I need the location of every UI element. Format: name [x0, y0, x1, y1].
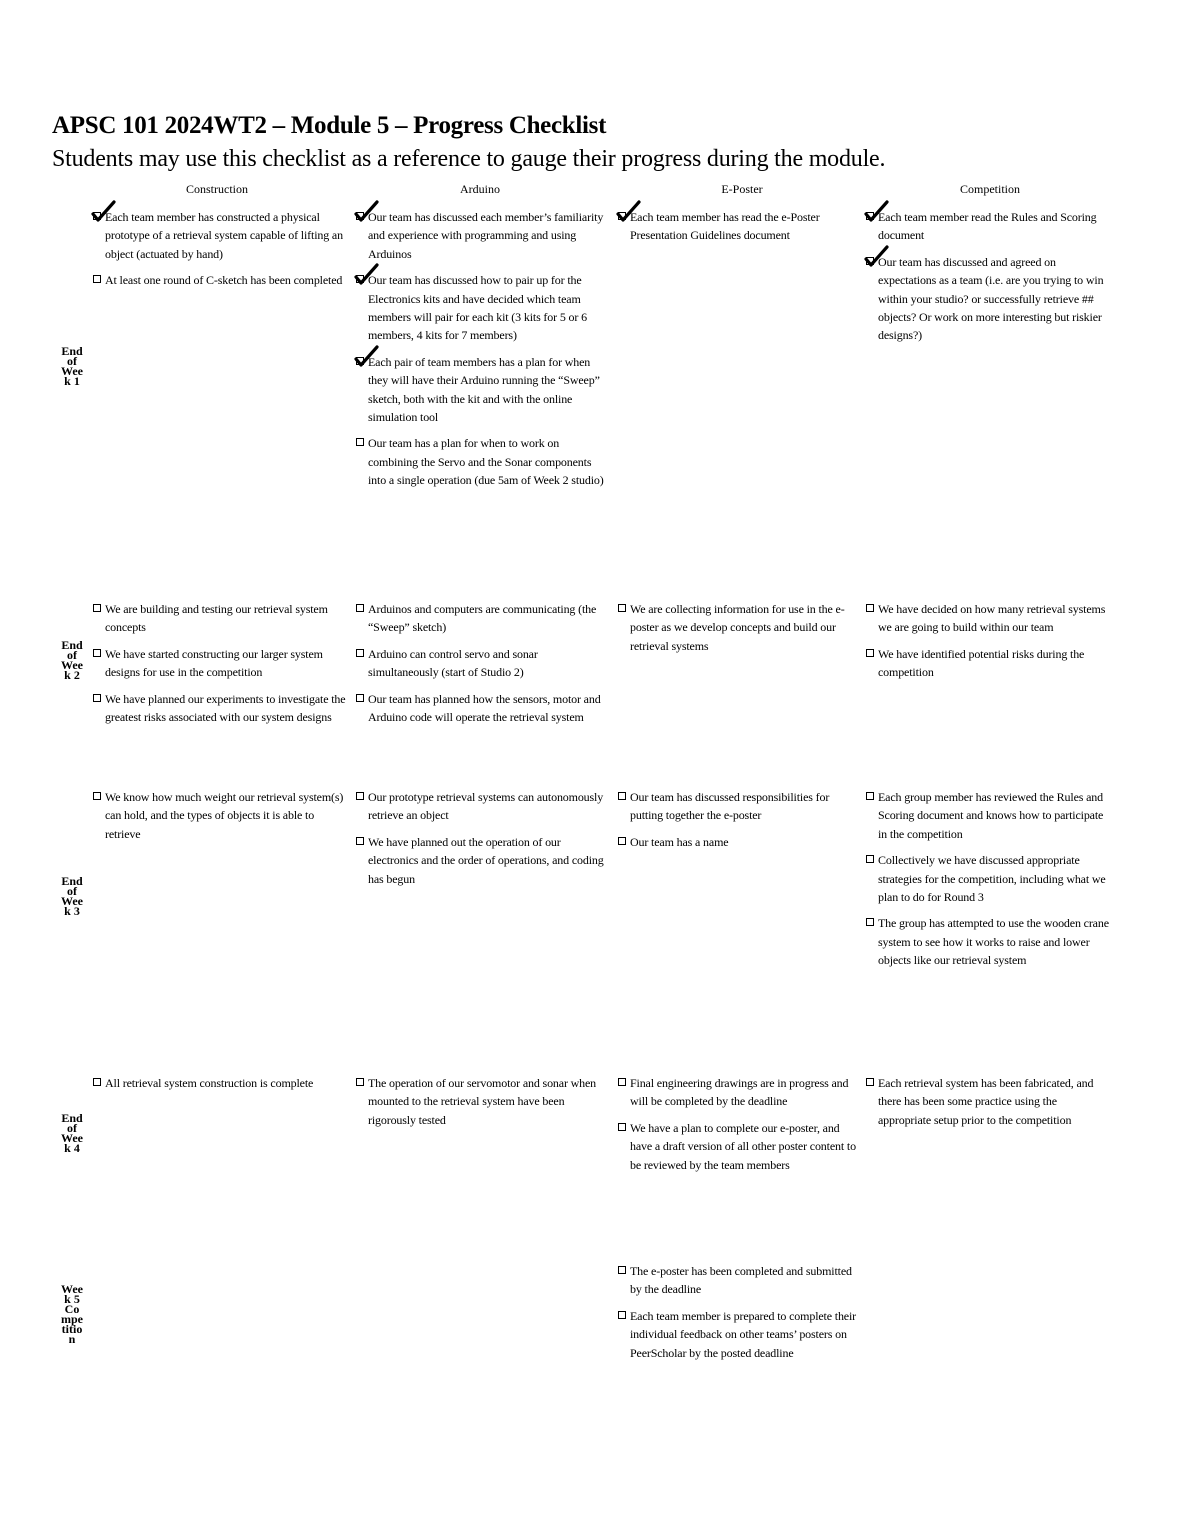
- checklist-item: [93, 1074, 351, 1092]
- checklist-item-text: We have planned out the operation of our electronics and the order of operations, and coding has begun: [368, 834, 604, 886]
- checklist-item-text: Our team has discussed responsibilities for putting together the e-poster: [630, 790, 830, 823]
- checklist-item: [93, 645, 351, 682]
- checklist-item: [356, 353, 611, 427]
- checkbox-icon[interactable]: [618, 837, 626, 845]
- checkmark-icon: [615, 198, 641, 224]
- checklist-item-text: Each team member read the Rules and Scoring document: [878, 210, 1097, 243]
- checklist-item: [93, 600, 351, 637]
- checklist-cell: [356, 600, 611, 734]
- row-label: End of Week 3: [61, 874, 83, 918]
- checklist-cell: [93, 1074, 351, 1100]
- checklist-cell: [866, 788, 1111, 978]
- checklist-item: [356, 271, 611, 345]
- checkmark-icon: [353, 343, 379, 369]
- checklist-cell: [618, 1262, 863, 1370]
- checklist-item: [356, 434, 611, 489]
- checklist-item-text: Our team has planned how the sensors, motor and Arduino code will operate the retrieval system: [368, 691, 601, 725]
- row-label: End of Week 2: [61, 638, 83, 682]
- checklist-cell: [356, 1074, 611, 1137]
- checklist-item-text: Each team member is prepared to complete their individual feedback on other teams’ posters on PeerScholar by the posted deadline: [630, 1308, 856, 1360]
- checklist-cell: [618, 1074, 863, 1182]
- checklist-item-text: Each team member has constructed a physical prototype of a retrieval system capable of lifting an object (actuated by hand): [105, 210, 343, 261]
- checkbox-icon[interactable]: [93, 1078, 101, 1086]
- column-header-construction: Construction: [186, 182, 248, 196]
- checklist-cell: [866, 1074, 1111, 1137]
- checklist-item: [866, 645, 1111, 682]
- checklist-cell: [618, 788, 863, 859]
- row-label: Week 5 Competition: [61, 1282, 83, 1346]
- checklist-item: [356, 833, 611, 888]
- checkbox-icon[interactable]: [356, 837, 364, 845]
- checklist-item: [866, 253, 1111, 345]
- checklist-item: [618, 1119, 863, 1174]
- checklist-item: [618, 788, 863, 825]
- checklist-cell: [618, 208, 863, 253]
- checklist-item: [866, 1074, 1111, 1129]
- checklist-cell: [618, 600, 863, 663]
- checklist-cell: [93, 208, 351, 298]
- checkbox-icon[interactable]: [866, 649, 874, 657]
- checklist-cell: [866, 208, 1111, 353]
- column-header-arduino: Arduino: [460, 182, 500, 196]
- checklist-item: [93, 690, 351, 727]
- checklist-item-text: Each pair of team members has a plan for when they will have their Arduino running the “Sweep” sketch, both with the kit and with the online simulation tool: [368, 354, 600, 425]
- column-header-e-poster: E-Poster: [721, 182, 763, 196]
- checklist-item-text: Our team has a plan for when to work on combining the Servo and the Sonar components into a single operation (due 5am of Week 2 studio): [368, 436, 604, 488]
- checkbox-icon[interactable]: [618, 1311, 626, 1319]
- row-label: End of Week 1: [61, 344, 83, 388]
- checklist-item-text: The e-poster has been completed and submitted by the deadline: [630, 1264, 852, 1297]
- checklist-item: [356, 600, 611, 637]
- checklist-item: [93, 788, 351, 843]
- checklist-item-text: Each retrieval system has been fabricated, and there has been some practice using the appropriate setup prior to the competition: [878, 1076, 1094, 1127]
- checklist-item: [866, 600, 1111, 637]
- checklist-item-text: We have identified potential risks during the competition: [878, 646, 1085, 680]
- checkbox-icon[interactable]: [618, 1123, 626, 1131]
- checklist-item-text: All retrieval system construction is complete: [105, 1076, 314, 1090]
- checklist-item: [356, 788, 611, 825]
- checklist-item-text: Our team has a name: [630, 834, 729, 849]
- checkbox-icon[interactable]: [93, 792, 101, 800]
- checkbox-icon[interactable]: [356, 1078, 364, 1086]
- checklist-item-text: Arduinos and computers are communicating (the “Sweep” sketch): [368, 602, 597, 635]
- checklist-item-text: We have a plan to complete our e-poster, and have a draft version of all other poster content to be reviewed by the team members: [630, 1120, 856, 1172]
- checklist-item: [866, 788, 1111, 843]
- checkbox-icon[interactable]: [618, 1078, 626, 1086]
- checkmark-icon: [353, 261, 379, 287]
- checklist-item: [618, 1262, 863, 1299]
- row-label: End of Week 4: [61, 1111, 83, 1155]
- checklist-item-text: Each team member has read the e-Poster Presentation Guidelines document: [630, 210, 820, 243]
- page-subtitle: Students may use this checklist as a reference to gauge their progress during the module.: [52, 146, 886, 172]
- checklist-item-text: We know how much weight our retrieval system(s) can hold, and the types of objects it is able to retrieve: [105, 790, 344, 841]
- checklist-item-text: The group has attempted to use the wooden crane system to see how it works to raise and lower objects like our retrieval system: [878, 916, 1109, 968]
- checklist-item: [356, 645, 611, 682]
- checkbox-icon[interactable]: [356, 694, 364, 702]
- checkbox-icon[interactable]: [93, 649, 101, 657]
- checkbox-icon[interactable]: [356, 792, 364, 800]
- checklist-item: [866, 851, 1111, 906]
- checklist-item: [93, 271, 351, 289]
- checklist-cell: [93, 600, 351, 734]
- checklist-item-text: We have started constructing our larger system designs for use in the competition: [105, 646, 323, 680]
- checklist-item-text: At least one round of C-sketch has been completed: [105, 273, 343, 288]
- column-header-competition: Competition: [960, 182, 1020, 196]
- checklist-item-text: Each group member has reviewed the Rules and Scoring document and knows how to participate in the competition: [878, 790, 1104, 841]
- checklist-item-text: Our team has discussed each member’s familiarity and experience with programming and using Arduinos: [368, 210, 604, 261]
- checklist-cell: [866, 600, 1111, 690]
- checkbox-icon[interactable]: [93, 694, 101, 702]
- checklist-item: [618, 208, 863, 245]
- checkbox-icon[interactable]: [356, 604, 364, 612]
- checklist-item-text: We have planned our experiments to investigate the greatest risks associated with our system designs: [105, 691, 346, 725]
- checklist-item: [618, 600, 863, 655]
- checklist-item: [618, 1307, 863, 1362]
- checklist-cell: [93, 788, 351, 851]
- checklist-item: [618, 1074, 863, 1111]
- checklist-item-text: We are building and testing our retrieval system concepts: [105, 602, 328, 635]
- checkbox-icon[interactable]: [356, 438, 364, 446]
- checkmark-icon: [863, 198, 889, 224]
- checkmark-icon: [90, 198, 116, 224]
- checkbox-icon[interactable]: [866, 792, 874, 800]
- checklist-item-text: Arduino can control servo and sonar simultaneously (start of Studio 2): [368, 646, 538, 680]
- checklist-item-text: Our team has discussed and agreed on expectations as a team (i.e. are you trying to win within your studio? or successfully retrieve ## objects? Or work on more interesting but riskier designs?): [878, 254, 1104, 343]
- checklist-item-text: The operation of our servomotor and sonar when mounted to the retrieval system have been rigorously tested: [368, 1076, 597, 1127]
- page-title: APSC 101 2024WT2 – Module 5 – Progress Checklist: [52, 112, 607, 139]
- checkbox-icon[interactable]: [93, 604, 101, 612]
- checkmark-icon: [863, 243, 889, 269]
- checklist-item: [618, 833, 863, 851]
- checklist-item-text: Our prototype retrieval systems can autonomously retrieve an object: [368, 790, 604, 823]
- checkmark-icon: [353, 198, 379, 224]
- checklist-item-text: Final engineering drawings are in progress and will be completed by the deadline: [630, 1076, 849, 1109]
- checkbox-icon[interactable]: [93, 275, 101, 283]
- checkbox-icon[interactable]: [866, 918, 874, 926]
- checklist-item: [866, 208, 1111, 245]
- checklist-item-text: We have decided on how many retrieval systems we are going to build within our team: [878, 602, 1106, 635]
- checklist-item: [356, 208, 611, 263]
- checklist-item-text: Collectively we have discussed appropriate strategies for the competition, including what we plan to do for Round 3: [878, 853, 1106, 905]
- checkbox-icon[interactable]: [866, 604, 874, 612]
- checklist-cell: [356, 208, 611, 498]
- checklist-item: [93, 208, 351, 263]
- checkbox-icon[interactable]: [866, 1078, 874, 1086]
- checklist-item-text: Our team has discussed how to pair up for the Electronics kits and have decided which team members will pair for each kit (3 kits for 5 or 6 members, 4 kits for 7 members): [368, 273, 587, 343]
- checkbox-icon[interactable]: [618, 1266, 626, 1274]
- checkbox-icon[interactable]: [618, 604, 626, 612]
- checklist-item-text: We are collecting information for use in the e-poster as we develop concepts and build our retrieval systems: [630, 602, 845, 653]
- checklist-cell: [356, 788, 611, 896]
- checkbox-icon[interactable]: [866, 855, 874, 863]
- checkbox-icon[interactable]: [356, 649, 364, 657]
- checklist-item: [866, 914, 1111, 969]
- checkbox-icon[interactable]: [618, 792, 626, 800]
- checklist-item: [356, 1074, 611, 1129]
- checklist-item: [356, 690, 611, 727]
